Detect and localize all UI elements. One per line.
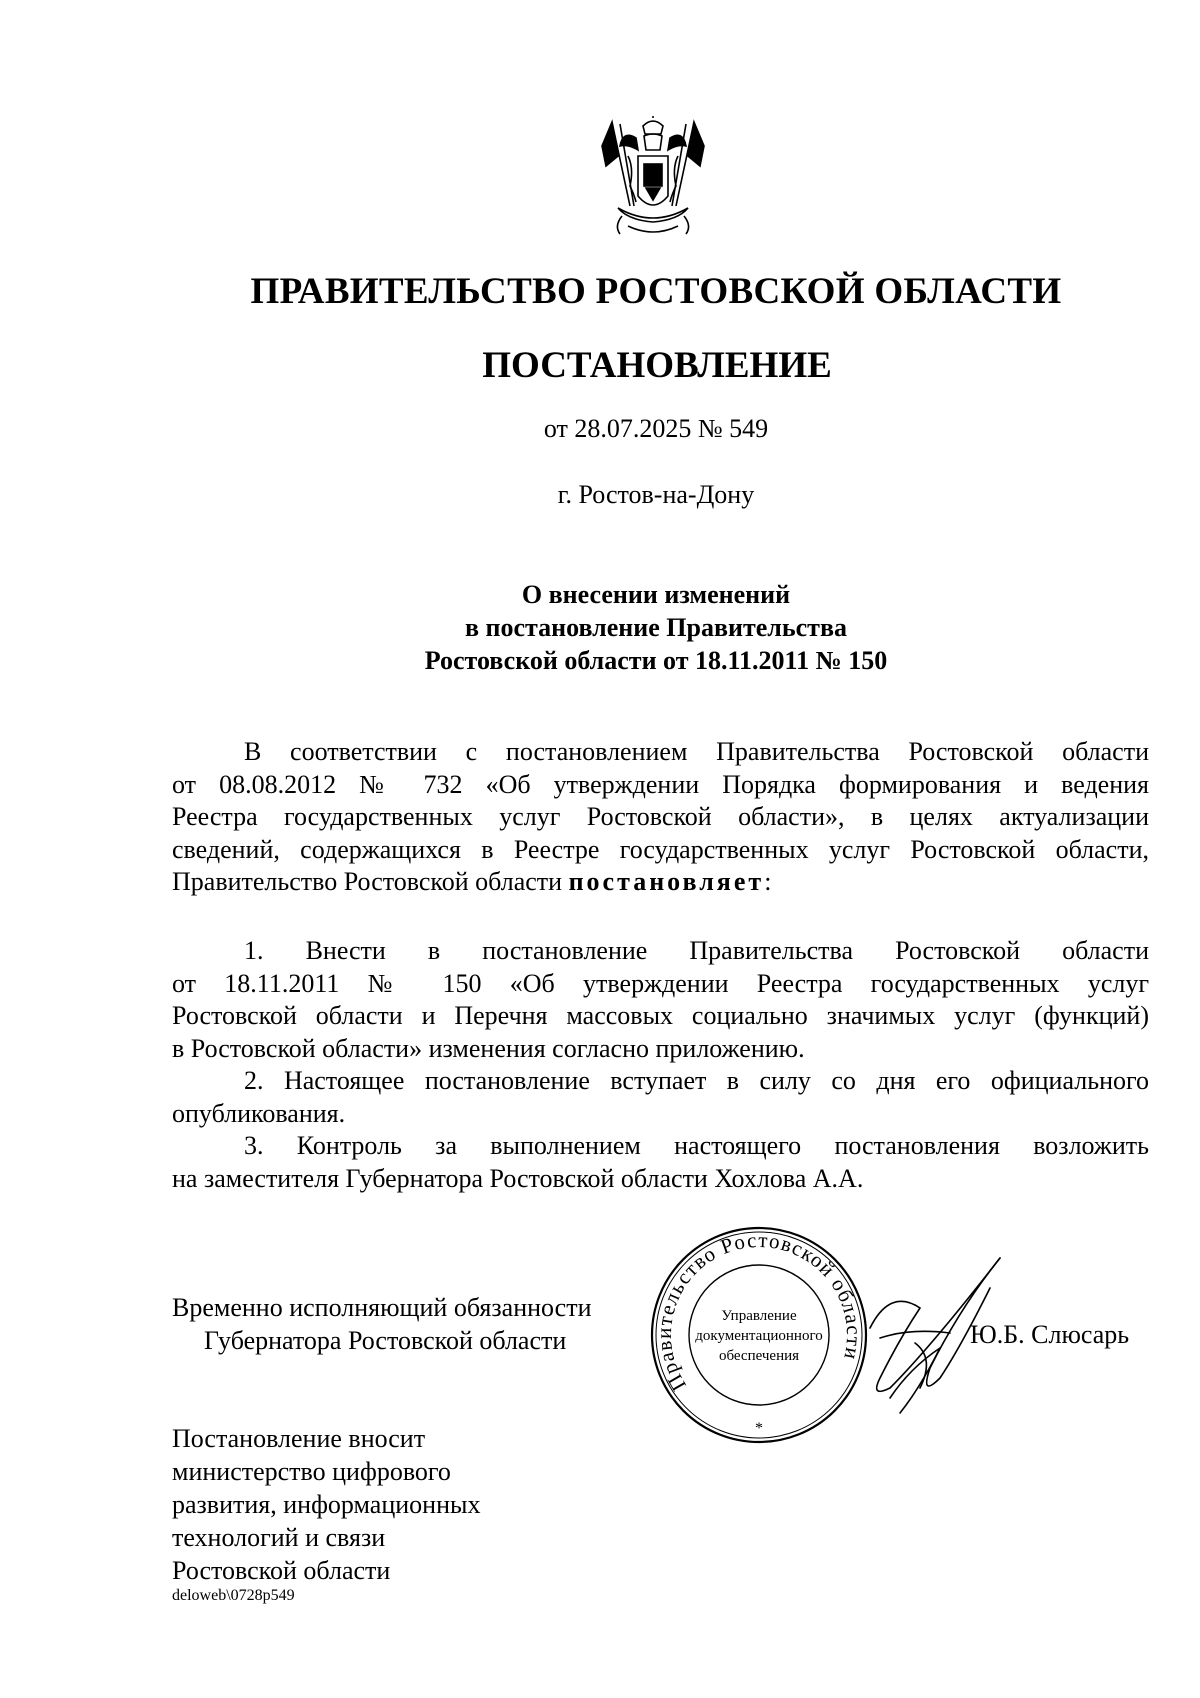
- stamp-star: *: [755, 1420, 763, 1437]
- decree-word: постановляет: [568, 867, 765, 896]
- stamp-inner-line: Управление: [721, 1308, 797, 1324]
- point-3-line: на заместителя Губернатора Ростовской области Хохлова А.А.: [172, 1163, 864, 1193]
- subject-line: в постановление Правительства: [464, 613, 847, 642]
- preamble-line: В соответствии с постановлением Правительства Ростовской области: [244, 737, 1149, 766]
- file-reference: deloweb\0728p549: [172, 1587, 295, 1604]
- subject-line: О внесении изменений: [521, 580, 791, 609]
- submitter-line: технологий и связи: [172, 1523, 386, 1552]
- preamble-line: Реестра государственных услуг Ростовской области», в целях актуализации: [172, 802, 1149, 831]
- point-2-line: 2. Настоящее постановление вступает в силу со дня его официального: [244, 1066, 1149, 1095]
- preamble-paragraph: [172, 736, 1149, 899]
- point-1-line: в Ростовской области» изменения согласно приложению.: [172, 1033, 805, 1063]
- document-type: ПОСТАНОВЛЕНИЕ: [482, 345, 832, 386]
- coat-of-arms-icon: [598, 116, 708, 240]
- point-1-line: от 18.11.2011 № 150 «Об утверждении Реестра государственных услуг: [172, 968, 1149, 998]
- position-line: Губернатора Ростовской области: [204, 1326, 567, 1355]
- stamp-outer-text: Правительство Ростовской области: [651, 1227, 867, 1396]
- preamble-line: сведений, содержащихся в Реестре государственных услуг Ростовской области,: [172, 834, 1149, 864]
- document-date-number: от 28.07.2025 № 549: [543, 414, 769, 443]
- preamble-last-line: [172, 866, 1149, 899]
- submitter-line: министерство цифрового: [172, 1457, 451, 1486]
- submitter-line: Ростовской области: [172, 1556, 391, 1585]
- stamp-inner-line: обеспечения: [718, 1348, 800, 1364]
- point-1-line: Ростовской области и Перечня массовых социально значимых услуг (функций): [172, 1001, 1149, 1030]
- government-title: ПРАВИТЕЛЬСТВО РОСТОВСКОЙ ОБЛАСТИ: [250, 271, 1062, 312]
- subject-line: Ростовской области от 18.11.2011 № 150: [424, 646, 888, 675]
- submitter-line: развития, информационных: [172, 1490, 481, 1519]
- document-subject: [0, 578, 1200, 677]
- preamble-text: Правительство Ростовской области: [172, 867, 569, 896]
- position-line: Временно исполняющий обязанности: [172, 1293, 592, 1322]
- signer-position: [172, 1291, 632, 1357]
- submitter-block: [172, 1422, 572, 1587]
- preamble-line: от 08.08.2012 № 732 «Об утверждении Порядка формирования и ведения: [172, 769, 1149, 799]
- signer-name: Ю.Б. Слюсарь: [970, 1320, 1130, 1349]
- decree-points: [172, 935, 1149, 1195]
- submitter-line: Постановление вносит: [172, 1424, 426, 1453]
- point-1-line: 1. Внести в постановление Правительства Ростовской области: [244, 936, 1149, 965]
- point-2-line: опубликования.: [172, 1098, 346, 1128]
- stamp-inner-line: документационного: [695, 1328, 823, 1344]
- document-city: г. Ростов-на-Дону: [557, 480, 755, 509]
- decree-colon: :: [764, 867, 772, 896]
- official-stamp: [648, 1224, 870, 1446]
- point-3-line: 3. Контроль за выполнением настоящего постановления возложить: [244, 1131, 1149, 1160]
